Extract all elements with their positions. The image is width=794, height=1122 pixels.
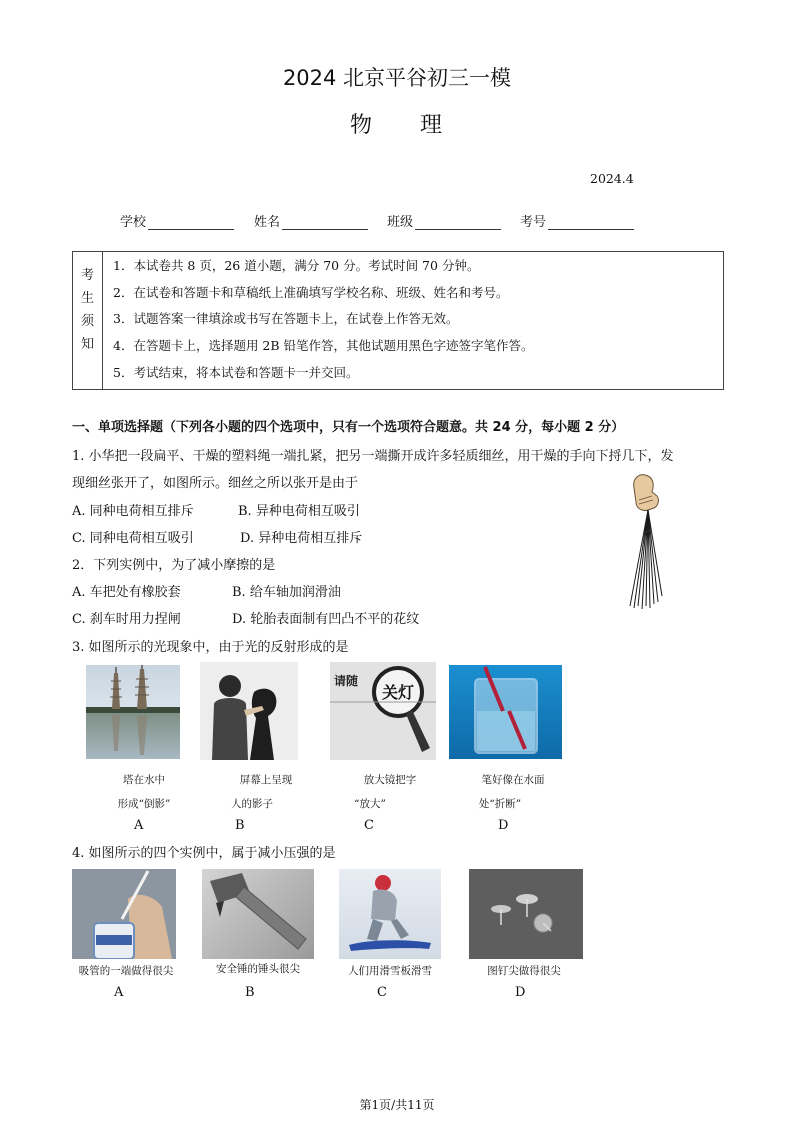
- notice-item: 5．考试结束，将本试卷和答题卡一并交回。: [113, 365, 359, 380]
- notice-label-char: 须: [80, 314, 94, 329]
- q3-caption-d: 笔好像在水面: [481, 774, 545, 786]
- fill-line: [282, 216, 368, 230]
- q4-letter-d: D: [515, 985, 526, 1000]
- field-label: 学校: [120, 215, 147, 230]
- exam-date: 2024.4: [590, 171, 634, 186]
- notice-item: 3．试题答案一律填涂或书写在答题卡上，在试卷上作答无效。: [113, 311, 459, 326]
- q3-caption-b: 人的影子: [231, 798, 273, 810]
- q3-caption-a: 塔在水中: [123, 774, 165, 786]
- q3-letter-d: D: [498, 818, 509, 833]
- q3-caption-d: 处“折断”: [478, 798, 522, 810]
- q1-stem-line: 1. 小华把一段扁平、干燥的塑料绳一端扎紧，把另一端撕开成许多轻质细丝，用干燥的手向下捋几下，发: [72, 449, 674, 464]
- notice-label-char: 生: [80, 291, 94, 306]
- q4-stem: 4. 如图所示的四个实例中，属于减小压强的是: [72, 846, 336, 861]
- q4-caption-b: 安全锤的锤头很尖: [216, 963, 300, 975]
- q3-caption-a: 形成“倒影”: [117, 798, 171, 810]
- q4-caption-a: 吸管的一端做得很尖: [78, 965, 174, 977]
- q1-option-b: B. 异种电荷相互吸引: [238, 504, 360, 519]
- q4-letter-c: C: [377, 985, 387, 1000]
- subject-title: [0, 108, 794, 139]
- pagoda-reflection-image: [86, 665, 180, 759]
- field-name: [254, 211, 368, 230]
- field-label: 考号: [520, 215, 547, 230]
- q1-option-c: C. 同种电荷相互吸引: [72, 531, 194, 546]
- notice-item: 4．在答题卡上，选择题用 2B 铅笔作答，其他试题用黑色字迹签字笔作答。: [113, 338, 534, 353]
- q2-option-b: B. 给车轴加润滑油: [232, 585, 341, 600]
- exam-title: 2024 北京平谷初三一模: [282, 66, 512, 90]
- field-class: [387, 211, 501, 230]
- sign-text-left: 请随: [334, 674, 359, 688]
- safety-hammer-image: [202, 869, 314, 959]
- hand-and-threads-figure: [624, 470, 674, 612]
- q3-letter-c: C: [364, 818, 374, 833]
- q1-stem-line: 现细丝张开了，如图所示。细丝之所以张开是由于: [72, 476, 359, 491]
- field-label: 姓名: [254, 215, 281, 230]
- field-label: 班级: [387, 215, 414, 230]
- q2-stem: 2．下列实例中，为了减小摩擦的是: [72, 558, 276, 573]
- q4-letter-b: B: [245, 985, 255, 1000]
- q2-option-a: A. 车把处有橡胶套: [72, 585, 181, 600]
- field-school: [120, 211, 234, 230]
- notice-item: 2．在试卷和答题卡和草稿纸上准确填写学校名称、班级、姓名和考号。: [113, 285, 509, 300]
- q4-caption-d: 图钉尖做得很尖: [487, 965, 561, 977]
- field-exam-number: [520, 211, 634, 230]
- q1-option-a: A. 同种电荷相互排斥: [72, 504, 194, 519]
- notice-label-char: 知: [80, 337, 94, 352]
- section-heading: 一、单项选择题（下列各小题的四个选项中，只有一个选项符合题意。共 24 分，每小题 2 分）: [72, 420, 625, 435]
- page-footer: 第1页/共11页: [359, 1098, 435, 1112]
- straw-drink-image: [72, 869, 176, 959]
- q2-option-d: D. 轮胎表面制有凹凸不平的花纹: [232, 612, 420, 627]
- q3-caption-b: 屏幕上呈现: [239, 774, 293, 786]
- q4-caption-c: 人们用滑雪板滑雪: [348, 965, 432, 977]
- subject-char: 理: [420, 113, 445, 138]
- notice-item: 1．本试卷共 8 页，26 道小题，满分 70 分。考试时间 70 分钟。: [113, 258, 480, 273]
- snowboarder-image: [339, 869, 441, 959]
- notice-label: [73, 252, 103, 389]
- thumbtacks-image: [469, 869, 583, 959]
- q2-option-c: C. 刹车时用力捏闸: [72, 612, 181, 627]
- notice-label-char: 考: [80, 268, 94, 283]
- pen-in-water-image: [449, 665, 562, 759]
- notice-box: [72, 251, 724, 390]
- child-shadow-image: [200, 662, 298, 760]
- q3-caption-c: “放大”: [354, 798, 386, 810]
- fill-line: [148, 216, 234, 230]
- q3-stem: 3. 如图所示的光现象中，由于光的反射形成的是: [72, 640, 349, 655]
- q3-letter-b: B: [235, 818, 245, 833]
- subject-char: 物: [349, 113, 374, 138]
- q1-option-d: D. 异种电荷相互排斥: [240, 531, 363, 546]
- q4-letter-a: A: [114, 985, 124, 1000]
- sign-text-magnified: 关灯: [382, 683, 415, 702]
- fill-line: [415, 216, 501, 230]
- q3-caption-c: 放大镜把字: [363, 774, 417, 786]
- q3-letter-a: A: [134, 818, 144, 833]
- magnifier-sign-image: [330, 662, 436, 760]
- fill-line: [548, 216, 634, 230]
